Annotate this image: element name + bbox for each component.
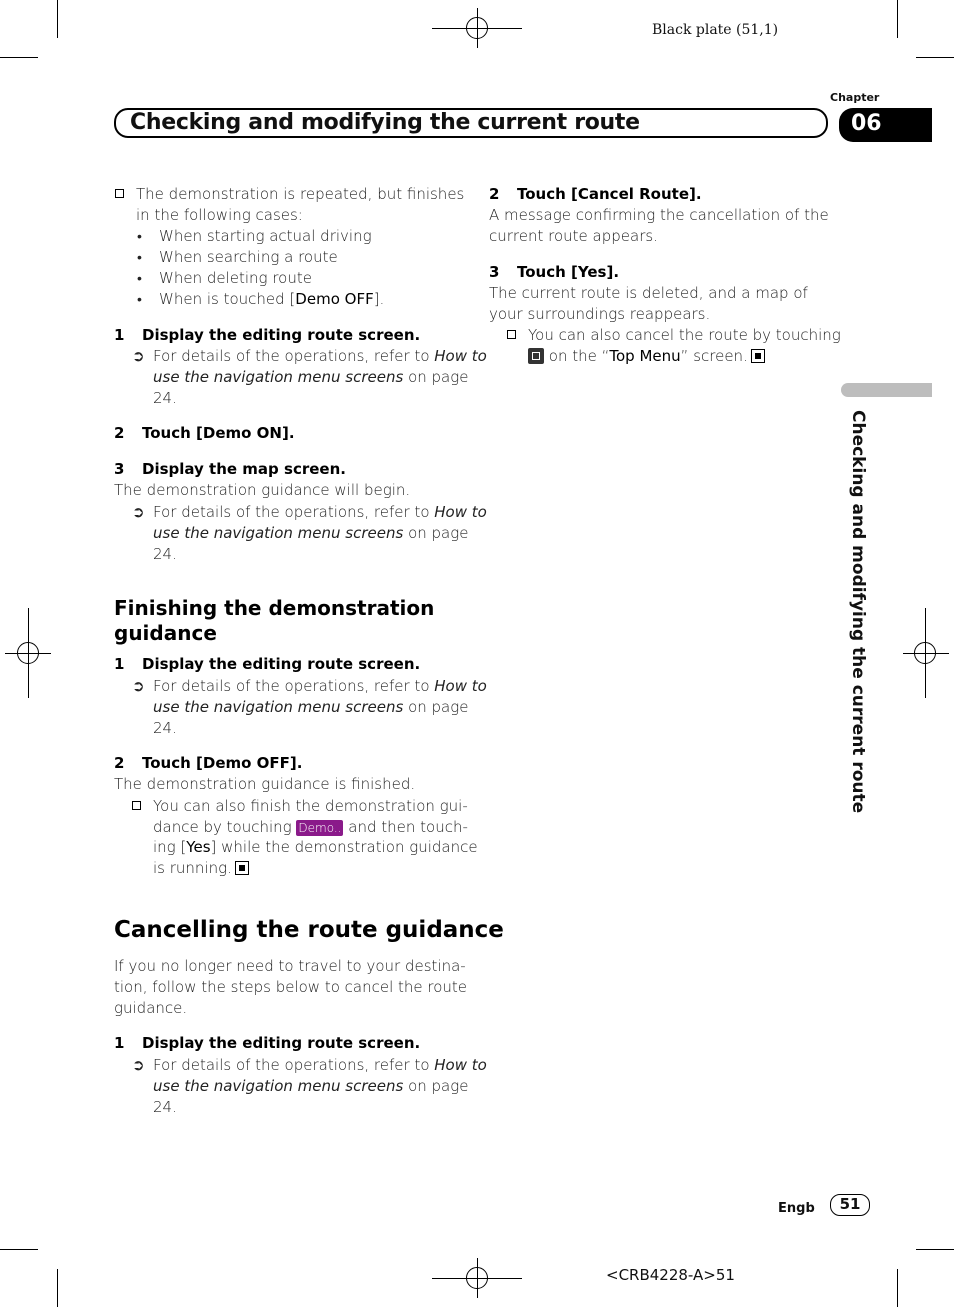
note-text: is running. [153, 858, 249, 879]
body-text: guidance. [114, 999, 188, 1017]
note-text: The demonstration is repeated, but finishes [136, 185, 465, 203]
step-heading: Touch [Demo ON]. [142, 424, 295, 442]
bullet-icon: • [137, 292, 142, 308]
reference-text: 24. [153, 719, 177, 737]
note-text: in the following cases: [136, 206, 303, 224]
crop-mark [897, 1269, 898, 1307]
note-text: ing [Yes] while the demonstration guidance [153, 838, 478, 856]
list-item: When is touched [Demo OFF]. [159, 290, 385, 308]
bullet-icon: • [137, 229, 142, 245]
step-heading: Display the editing route screen. [142, 655, 421, 673]
document-code: <CRB4228-A>51 [606, 1266, 735, 1284]
step-heading: Display the editing route screen. [142, 326, 421, 344]
step-heading: Display the editing route screen. [142, 1034, 421, 1052]
arrow-icon: ➲ [132, 1056, 145, 1074]
reference-text: use the navigation menu screens on page [153, 524, 469, 542]
body-text: current route appears. [489, 227, 658, 245]
note-icon [132, 801, 141, 810]
reference-text: For details of the operations, refer to How to [153, 503, 487, 521]
note-text: You can also finish the demonstration gui- [153, 797, 468, 815]
reference-text: use the navigation menu screens on page [153, 1077, 469, 1095]
body-text: The demonstration guidance will begin. [114, 481, 411, 499]
arrow-icon: ➲ [132, 503, 145, 521]
list-item: When starting actual driving [159, 227, 372, 245]
header-title: Checking and modifying the current route [130, 110, 640, 135]
crop-mark [57, 1269, 58, 1307]
note-text: dance by touching Demo.. and then touch- [153, 818, 468, 836]
note-text: on the “Top Menu” screen. [528, 346, 765, 367]
bullet-icon: • [137, 250, 142, 266]
step-number: 1 [114, 1034, 125, 1052]
step-heading: Touch [Cancel Route]. [517, 185, 702, 203]
body-text: A message confirming the cancellation of the [489, 206, 829, 224]
chapter-number-badge [839, 108, 932, 142]
subheading: guidance [114, 621, 217, 645]
step-number: 2 [114, 754, 125, 772]
side-title: Checking and modifying the current route [848, 410, 868, 814]
step-number: 3 [114, 460, 125, 478]
list-item: When deleting route [159, 269, 312, 287]
end-mark-icon [235, 861, 249, 875]
step-number: 3 [489, 263, 500, 281]
chapter-label: Chapter [830, 91, 880, 104]
reference-text: For details of the operations, refer to How to [153, 347, 487, 365]
end-mark-icon [751, 349, 765, 363]
arrow-icon: ➲ [132, 347, 145, 365]
top-menu-icon [528, 348, 544, 364]
body-text: The current route is deleted, and a map of [489, 284, 808, 302]
note-icon [507, 330, 516, 339]
language-label: Engb [778, 1201, 815, 1216]
crop-mark [0, 57, 38, 58]
reference-text: For details of the operations, refer to How to [153, 677, 487, 695]
note-icon [115, 189, 124, 198]
reference-text: use the navigation menu screens on page [153, 368, 469, 386]
step-heading: Touch [Demo OFF]. [142, 754, 303, 772]
chapter-number: 06 [851, 111, 882, 136]
step-number: 2 [489, 185, 500, 203]
reference-text: 24. [153, 1098, 177, 1116]
crop-mark [57, 0, 58, 38]
crop-mark [916, 57, 954, 58]
step-heading: Touch [Yes]. [517, 263, 620, 281]
note-text: You can also cancel the route by touching [528, 326, 841, 344]
step-number: 1 [114, 655, 125, 673]
step-number: 1 [114, 326, 125, 344]
reference-text: 24. [153, 545, 177, 563]
step-number: 2 [114, 424, 125, 442]
demo-button-image: Demo.. [298, 821, 342, 835]
bullet-icon: • [137, 271, 142, 287]
list-item: When searching a route [159, 248, 338, 266]
plate-label: Black plate (51,1) [652, 22, 779, 38]
section-heading: Cancelling the route guidance [114, 917, 504, 943]
side-tab [841, 383, 932, 397]
crop-mark [897, 0, 898, 38]
body-text: your surroundings reappears. [489, 305, 711, 323]
body-text: The demonstration guidance is finished. [114, 775, 416, 793]
reference-text: For details of the operations, refer to How to [153, 1056, 487, 1074]
reference-text: use the navigation menu screens on page [153, 698, 469, 716]
page-number: 51 [830, 1194, 870, 1216]
crop-mark [0, 1249, 38, 1250]
body-text: If you no longer need to travel to your destina- [114, 957, 466, 975]
subheading: Finishing the demonstration [114, 596, 435, 620]
body-text: tion, follow the steps below to cancel the route [114, 978, 468, 996]
reference-text: 24. [153, 389, 177, 407]
arrow-icon: ➲ [132, 677, 145, 695]
step-heading: Display the map screen. [142, 460, 346, 478]
crop-mark [916, 1249, 954, 1250]
